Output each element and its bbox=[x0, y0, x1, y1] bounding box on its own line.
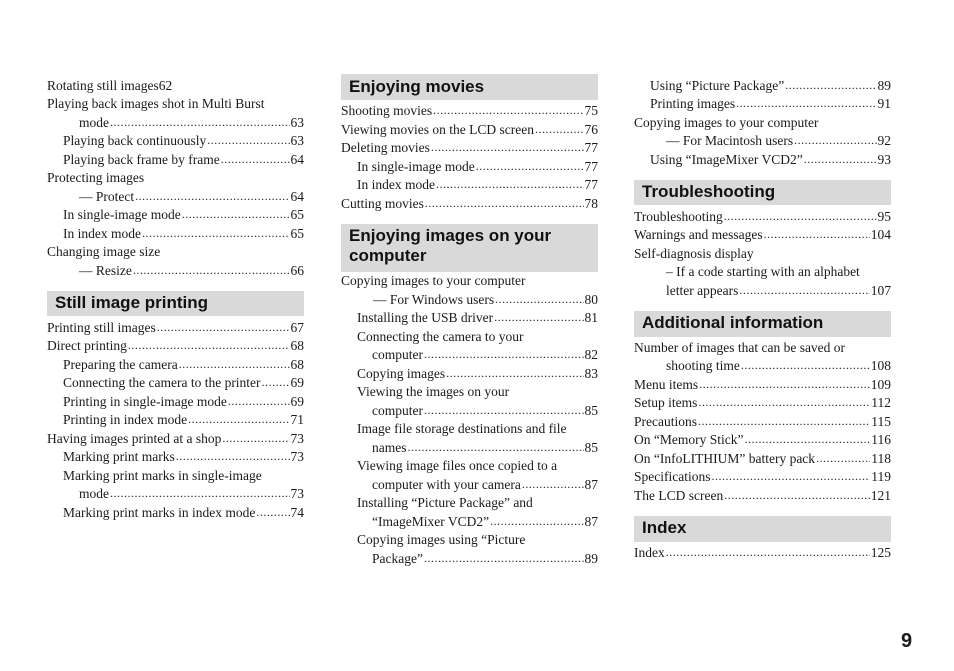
toc-entry: Protecting images bbox=[47, 170, 145, 185]
toc-entry: Self-diagnosis display bbox=[634, 246, 754, 261]
toc-entry: Installing “Picture Package” and bbox=[357, 495, 533, 510]
toc-entry: Specifications ..... 119 bbox=[634, 468, 891, 485]
toc-entry: Index ..... 125 bbox=[634, 544, 891, 561]
toc-entry: Preparing the camera ..... 68 bbox=[63, 356, 304, 373]
page-number: 9 bbox=[901, 630, 913, 652]
toc-entry: Printing still images ..... 67 bbox=[47, 319, 304, 336]
section-heading: Still image printing bbox=[47, 291, 304, 316]
toc-entry: Playing back images shot in Multi Burst bbox=[47, 96, 265, 111]
toc-entry: Marking print marks in single-image bbox=[63, 468, 262, 483]
toc-entry: Connecting the camera to your bbox=[357, 329, 524, 344]
section-heading: Enjoying movies bbox=[341, 74, 598, 100]
section-heading: Enjoying images on your computer bbox=[341, 224, 598, 272]
toc-entry: Number of images that can be saved or bbox=[634, 340, 846, 355]
toc-column-3 bbox=[634, 0, 891, 671]
toc-entry: Menu items ..... 109 bbox=[634, 376, 891, 393]
toc-entry: Viewing image files once copied to a bbox=[357, 458, 558, 473]
toc-entry: Viewing movies on the LCD screen ..... 76 bbox=[341, 121, 598, 138]
toc-entry: mode ..... 73 bbox=[79, 485, 304, 502]
toc-entry: Copying images to your computer bbox=[634, 115, 819, 130]
toc-entry: Printing in single-image mode ..... 69 bbox=[63, 393, 304, 410]
toc-entry: Copying images ..... 83 bbox=[357, 365, 598, 382]
toc-entry: Printing in index mode ..... 71 bbox=[63, 411, 304, 428]
toc-entry: computer with your camera ..... 87 bbox=[372, 476, 598, 493]
toc-entry: Having images printed at a shop ..... 73 bbox=[47, 430, 304, 447]
toc-entry: “ImageMixer VCD2” ..... 87 bbox=[372, 513, 598, 530]
toc-entry: — Resize ..... 66 bbox=[79, 262, 304, 279]
toc-entry: Viewing the images on your bbox=[357, 384, 510, 399]
toc-entry: Copying images using “Picture bbox=[357, 532, 526, 547]
toc-entry: — Protect ..... 64 bbox=[79, 188, 304, 205]
toc-entry: In index mode ..... 65 bbox=[63, 225, 304, 242]
toc-entry: Using “Picture Package” ..... 89 bbox=[650, 77, 891, 94]
toc-entry: Image file storage destinations and file bbox=[357, 421, 567, 436]
toc-entry: In single-image mode ..... 77 bbox=[357, 158, 598, 175]
toc-entry: Connecting the camera to the printer ..... 69 bbox=[63, 374, 304, 391]
toc-entry: Changing image size bbox=[47, 244, 161, 259]
toc-entry: Setup items ..... 112 bbox=[634, 394, 891, 411]
toc-entry: Troubleshooting ..... 95 bbox=[634, 208, 891, 225]
toc-entry: Marking print marks ..... 73 bbox=[63, 448, 304, 465]
toc-entry: computer ..... 82 bbox=[372, 346, 598, 363]
toc-entry: shooting time ..... 108 bbox=[666, 357, 891, 374]
toc-entry: mode ..... 63 bbox=[79, 114, 304, 131]
section-heading: Additional information bbox=[634, 311, 891, 337]
toc-column-2 bbox=[341, 0, 598, 671]
toc-entry: – If a code starting with an alphabet bbox=[666, 264, 860, 279]
toc-entry: Package” ..... 89 bbox=[372, 550, 598, 567]
toc-entry: Shooting movies ..... 75 bbox=[341, 102, 598, 119]
toc-entry: Deleting movies ..... 77 bbox=[341, 139, 598, 156]
toc-entry: Cutting movies ..... 78 bbox=[341, 195, 598, 212]
section-heading: Troubleshooting bbox=[634, 180, 891, 205]
toc-entry: Precautions ..... 115 bbox=[634, 413, 891, 430]
toc-entry: Installing the USB driver ..... 81 bbox=[357, 309, 598, 326]
toc-entry: Playing back frame by frame ..... 64 bbox=[63, 151, 304, 168]
toc-entry: In index mode ..... 77 bbox=[357, 176, 598, 193]
toc-entry: Warnings and messages ..... 104 bbox=[634, 226, 891, 243]
toc-entry: letter appears ..... 107 bbox=[666, 282, 891, 299]
toc-entry: computer ..... 85 bbox=[372, 402, 598, 419]
toc-entry: Printing images ..... 91 bbox=[650, 95, 891, 112]
toc-entry: Direct printing ..... 68 bbox=[47, 337, 304, 354]
toc-entry: Copying images to your computer bbox=[341, 273, 526, 288]
toc-entry: The LCD screen ..... 121 bbox=[634, 487, 891, 504]
section-heading: Index bbox=[634, 516, 891, 542]
toc-entry: Playing back continuously ..... 63 bbox=[63, 132, 304, 149]
toc-entry: In single-image mode ..... 65 bbox=[63, 206, 304, 223]
toc-entry: — For Macintosh users ..... 92 bbox=[666, 132, 891, 149]
toc-entry: Rotating still images 62 bbox=[47, 78, 173, 93]
toc-entry: Using “ImageMixer VCD2” ..... 93 bbox=[650, 151, 891, 168]
toc-entry: names ..... 85 bbox=[372, 439, 598, 456]
toc-entry: On “InfoLITHIUM” battery pack ..... 118 bbox=[634, 450, 891, 467]
toc-entry: On “Memory Stick” ..... 116 bbox=[634, 431, 891, 448]
toc-entry: Marking print marks in index mode ..... 74 bbox=[63, 504, 304, 521]
toc-entry: — For Windows users ..... 80 bbox=[373, 291, 598, 308]
toc-column-1 bbox=[47, 0, 304, 671]
